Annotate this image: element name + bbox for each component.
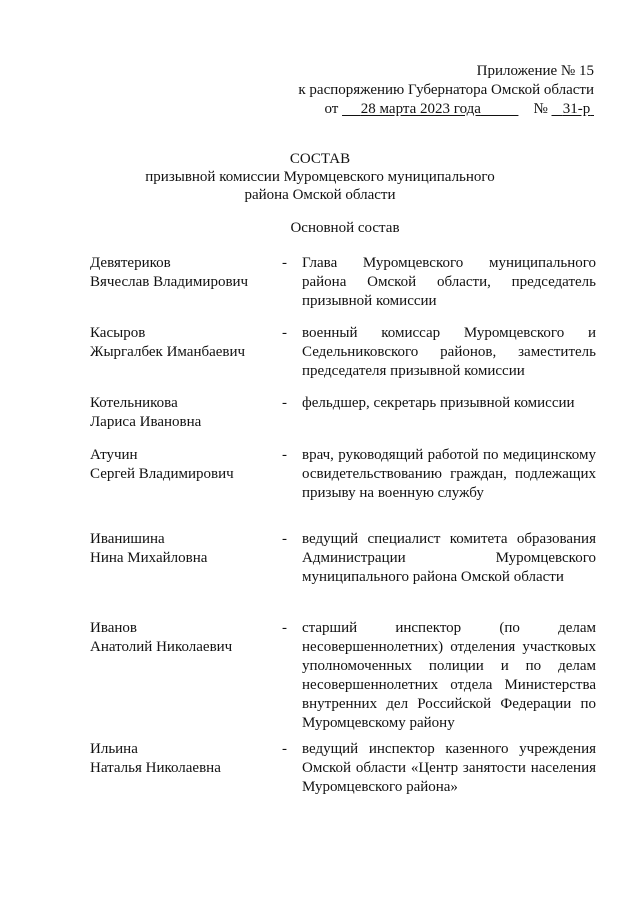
separator-dash: -	[282, 531, 287, 547]
member-surname: Касыров	[90, 325, 146, 341]
member-surname: Иванов	[90, 620, 137, 636]
member-name	[90, 324, 270, 362]
member-given-names: Жыргалбек Иманбаевич	[90, 344, 246, 360]
separator-dash: -	[282, 447, 287, 463]
member-name	[90, 254, 270, 292]
separator-dash: -	[282, 325, 287, 341]
order-date	[342, 101, 518, 117]
member-given-names: Анатолий Николаевич	[90, 639, 233, 655]
member-surname: Девятериков	[90, 255, 171, 271]
member-role: Глава Муромцевского муниципального района Омской области, председатель призывной комиссии	[302, 255, 596, 309]
number-label: №	[533, 101, 548, 117]
member-name	[90, 530, 270, 568]
member-role: врач, руководящий работой по медицинскому освидетельствованию граждан, подлежащих призыву на военную службу	[302, 447, 596, 501]
member-surname: Атучин	[90, 447, 138, 463]
order-reference: к распоряжению Губернатора Омской области	[298, 82, 594, 98]
member-name	[90, 394, 270, 432]
member-name	[90, 446, 270, 484]
member-given-names: Наталья Николаевна	[90, 760, 221, 776]
member-role: ведущий инспектор казенного учреждения Омской области «Центр занятости населения Муромцевского района»	[302, 741, 596, 795]
member-role: фельдшер, секретарь призывной комиссии	[302, 395, 575, 411]
appendix-header	[298, 62, 594, 119]
member-surname: Котельникова	[90, 395, 178, 411]
separator-dash: -	[282, 741, 287, 757]
order-number-value: 31-р	[562, 101, 591, 117]
member-name	[90, 619, 270, 657]
member-given-names: Вячеслав Владимирович	[90, 274, 249, 290]
member-surname: Иванишина	[90, 531, 165, 547]
member-given-names: Нина Михайловна	[90, 550, 208, 566]
member-role: военный комиссар Муромцевского и Седельниковского районов, заместитель председателя призывной комиссии	[302, 325, 596, 379]
member-role: ведущий специалист комитета образования Администрации Муромцевского муниципального района Омской области	[302, 531, 596, 585]
member-name	[90, 740, 270, 778]
member-given-names: Лариса Ивановна	[90, 414, 202, 430]
title-sub-line-1: призывной комиссии Муромцевского муниципального	[145, 169, 495, 185]
from-label: от	[324, 101, 339, 117]
separator-dash: -	[282, 395, 287, 411]
order-number	[552, 101, 595, 117]
member-given-names: Сергей Владимирович	[90, 466, 234, 482]
member-role: старший инспектор (по делам несовершеннолетних) отделения участковых уполномоченных полиции и по делам несовершеннолетних отдела Министерства внутренних дел Российской Федерации по Муромцевскому району	[302, 620, 596, 731]
title-sub-line-2: района Омской области	[244, 187, 396, 203]
order-date-value: 28 марта 2023 года	[360, 101, 481, 117]
separator-dash: -	[282, 620, 287, 636]
appendix-number: Приложение № 15	[476, 63, 594, 79]
title-main: СОСТАВ	[289, 151, 351, 167]
member-surname: Ильина	[90, 741, 138, 757]
section-heading: Основной состав	[290, 220, 400, 236]
order-date-number-line	[298, 100, 594, 119]
document-title	[0, 150, 640, 204]
separator-dash: -	[282, 255, 287, 271]
